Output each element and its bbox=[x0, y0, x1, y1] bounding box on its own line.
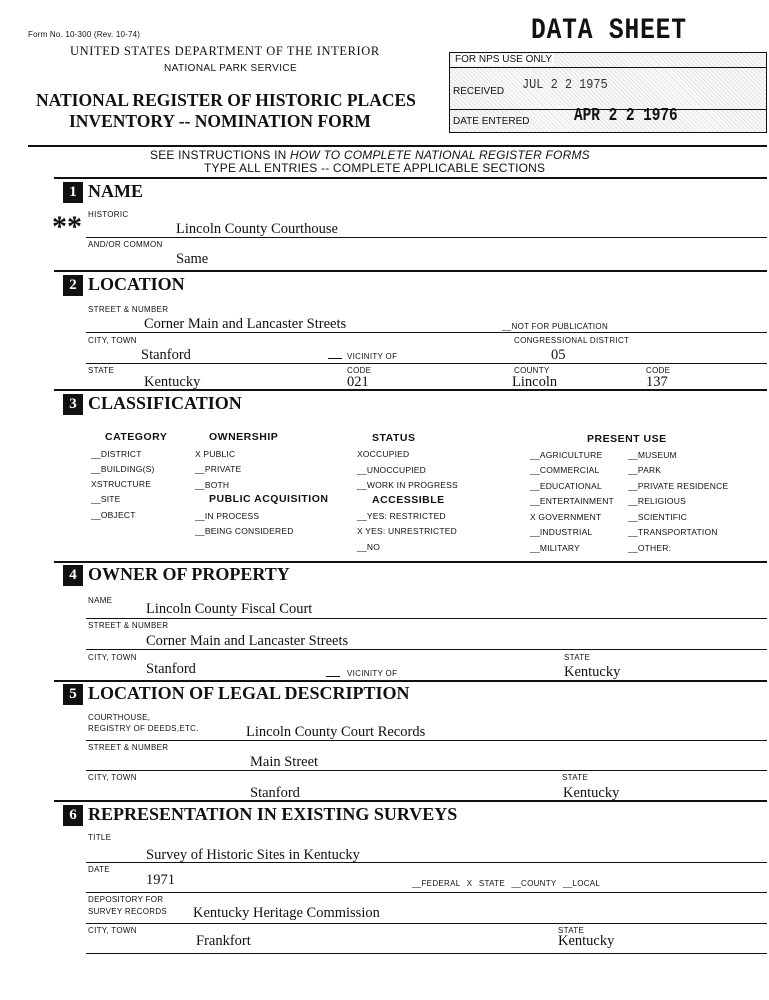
form-title-line1: NATIONAL REGISTER OF HISTORIC PLACES bbox=[36, 90, 416, 110]
section-4-title: OWNER OF PROPERTY bbox=[88, 564, 290, 584]
received-label: RECEIVED bbox=[453, 86, 505, 97]
present-use-heading: PRESENT USE bbox=[587, 433, 667, 445]
section-2-number: 2 bbox=[63, 275, 83, 296]
owner-city-value: Stanford bbox=[146, 661, 196, 677]
owner-street-value: Corner Main and Lancaster Streets bbox=[146, 633, 349, 649]
status-heading: STATUS bbox=[372, 432, 416, 444]
section-5-number: 5 bbox=[63, 684, 83, 705]
date-entered-label: DATE ENTERED bbox=[453, 116, 530, 127]
historic-label: HISTORIC bbox=[88, 210, 129, 219]
instructions-link: HOW TO COMPLETE NATIONAL REGISTER FORMS bbox=[290, 148, 590, 162]
use-option: __MUSEUM bbox=[628, 450, 677, 460]
loc-code2-label: CODE bbox=[646, 366, 671, 375]
acquisition-option: __IN PROCESS bbox=[195, 511, 260, 521]
legal-street-label: STREET & NUMBER bbox=[88, 743, 169, 752]
depository-label-1: DEPOSITORY FOR bbox=[88, 895, 164, 904]
survey-city-label: CITY, TOWN bbox=[88, 926, 137, 935]
use-option: __PRIVATE RESIDENCE bbox=[628, 481, 729, 491]
section-2-title: LOCATION bbox=[88, 274, 185, 294]
loc-city-value: Stanford bbox=[141, 347, 191, 363]
congressional-value: 05 bbox=[551, 347, 566, 363]
section-1-title: NAME bbox=[88, 181, 143, 201]
form-number: Form No. 10-300 (Rev. 10-74) bbox=[28, 30, 141, 39]
category-heading: CATEGORY bbox=[105, 431, 168, 443]
owner-name-label: NAME bbox=[88, 596, 113, 605]
form-title-line2: INVENTORY -- NOMINATION FORM bbox=[69, 111, 371, 131]
department-name: UNITED STATES DEPARTMENT OF THE INTERIOR bbox=[70, 44, 380, 58]
survey-date-label: DATE bbox=[88, 865, 110, 874]
use-option: __OTHER: bbox=[628, 543, 672, 553]
use-option: __RELIGIOUS bbox=[628, 496, 686, 506]
section-5-title: LOCATION OF LEGAL DESCRIPTION bbox=[88, 683, 410, 703]
ownership-heading: OWNERSHIP bbox=[209, 431, 279, 443]
congressional-label: CONGRESSIONAL DISTRICT bbox=[514, 336, 630, 345]
owner-state-value: Kentucky bbox=[564, 664, 621, 680]
use-option: X GOVERNMENT bbox=[530, 512, 602, 522]
category-option: __BUILDING(S) bbox=[91, 464, 155, 474]
owner-state-label: STATE bbox=[564, 653, 591, 662]
category-option: __DISTRICT bbox=[91, 449, 142, 459]
accessible-heading: ACCESSIBLE bbox=[372, 494, 445, 506]
survey-title-value: Survey of Historic Sites in Kentucky bbox=[146, 847, 360, 863]
nps-use-only-label: FOR NPS USE ONLY bbox=[455, 54, 553, 65]
owner-vicinity: VICINITY OF bbox=[347, 669, 398, 678]
use-option: __ENTERTAINMENT bbox=[530, 496, 614, 506]
loc-code-label: CODE bbox=[347, 366, 372, 375]
acquisition-heading: PUBLIC ACQUISITION bbox=[209, 493, 329, 505]
loc-state-label: STATE bbox=[88, 366, 115, 375]
use-option: __EDUCATIONAL bbox=[530, 481, 602, 491]
use-option: __TRANSPORTATION bbox=[628, 527, 718, 537]
category-option: __OBJECT bbox=[91, 510, 136, 520]
loc-county-label: COUNTY bbox=[514, 366, 550, 375]
status-option: XOCCUPIED bbox=[357, 449, 410, 459]
survey-state-label: STATE bbox=[558, 926, 585, 935]
date-entered-value: APR 2 2 1976 bbox=[574, 106, 678, 126]
use-option: __PARK bbox=[628, 465, 662, 475]
ownership-option: X PUBLIC bbox=[195, 449, 236, 459]
owner-street-label: STREET & NUMBER bbox=[88, 621, 169, 630]
category-option: XSTRUCTURE bbox=[91, 479, 152, 489]
status-option: __WORK IN PROGRESS bbox=[357, 480, 458, 490]
loc-code-value: 021 bbox=[347, 374, 369, 390]
loc-city-label: CITY, TOWN bbox=[88, 336, 137, 345]
loc-vicinity: VICINITY OF bbox=[347, 352, 398, 361]
use-option: __MILITARY bbox=[530, 543, 580, 553]
loc-street-value: Corner Main and Lancaster Streets bbox=[144, 316, 347, 332]
instructions-line1 bbox=[150, 148, 590, 162]
survey-city-value: Frankfort bbox=[196, 933, 251, 949]
survey-levels: __FEDERAL X STATE __COUNTY __LOCAL bbox=[412, 879, 601, 888]
historic-mark: ** bbox=[52, 210, 82, 243]
depository-label-2: SURVEY RECORDS bbox=[88, 907, 168, 916]
legal-city-value: Stanford bbox=[250, 785, 300, 801]
use-option: __INDUSTRIAL bbox=[530, 527, 593, 537]
instructions-prefix: SEE INSTRUCTIONS IN bbox=[150, 148, 291, 162]
data-sheet-stamp: DATA SHEET bbox=[531, 14, 687, 48]
service-name: NATIONAL PARK SERVICE bbox=[164, 63, 298, 74]
legal-state-value: Kentucky bbox=[563, 785, 620, 801]
accessible-option: X YES: UNRESTRICTED bbox=[357, 526, 457, 536]
accessible-option: __YES: RESTRICTED bbox=[357, 511, 446, 521]
ownership-option: __PRIVATE bbox=[195, 464, 242, 474]
loc-street-label: STREET & NUMBER bbox=[88, 305, 169, 314]
survey-date-value: 1971 bbox=[146, 872, 175, 888]
owner-city-label: CITY, TOWN bbox=[88, 653, 137, 662]
survey-title-label: TITLE bbox=[88, 833, 112, 842]
courthouse-label-2: REGISTRY OF DEEDS,ETC. bbox=[88, 724, 199, 733]
acquisition-option: __BEING CONSIDERED bbox=[195, 526, 294, 536]
section-4-number: 4 bbox=[63, 565, 83, 586]
historic-value: Lincoln County Courthouse bbox=[176, 221, 338, 237]
category-option: __SITE bbox=[91, 494, 121, 504]
received-date: JUL 2 2 1975 bbox=[522, 77, 608, 93]
legal-state-label: STATE bbox=[562, 773, 589, 782]
loc-state-value: Kentucky bbox=[144, 374, 201, 390]
legal-city-label: CITY, TOWN bbox=[88, 773, 137, 782]
common-label: AND/OR COMMON bbox=[88, 240, 163, 249]
accessible-option: __NO bbox=[357, 542, 381, 552]
common-value: Same bbox=[176, 251, 209, 267]
loc-code2-value: 137 bbox=[646, 374, 668, 390]
use-option: __SCIENTIFIC bbox=[628, 512, 688, 522]
owner-name-value: Lincoln County Fiscal Court bbox=[146, 601, 313, 617]
legal-street-value: Main Street bbox=[250, 754, 319, 770]
status-option: __UNOCCUPIED bbox=[357, 465, 426, 475]
ownership-option: __BOTH bbox=[195, 480, 230, 490]
use-option: __COMMERCIAL bbox=[530, 465, 600, 475]
loc-county-value: Lincoln bbox=[512, 374, 558, 390]
section-3-number: 3 bbox=[63, 394, 83, 415]
courthouse-value: Lincoln County Court Records bbox=[246, 724, 426, 740]
section-6-title: REPRESENTATION IN EXISTING SURVEYS bbox=[88, 804, 458, 824]
survey-state-value: Kentucky bbox=[558, 933, 615, 949]
nps-use-only-box bbox=[449, 52, 767, 133]
use-option: __AGRICULTURE bbox=[530, 450, 603, 460]
instructions-line2: TYPE ALL ENTRIES -- COMPLETE APPLICABLE SECTIONS bbox=[204, 161, 546, 175]
not-for-publication: __NOT FOR PUBLICATION bbox=[502, 322, 609, 331]
courthouse-label-1: COURTHOUSE, bbox=[88, 713, 151, 722]
section-1-number: 1 bbox=[63, 182, 83, 203]
section-6-number: 6 bbox=[63, 805, 83, 826]
section-3-title: CLASSIFICATION bbox=[88, 393, 242, 413]
depository-value: Kentucky Heritage Commission bbox=[193, 905, 380, 921]
